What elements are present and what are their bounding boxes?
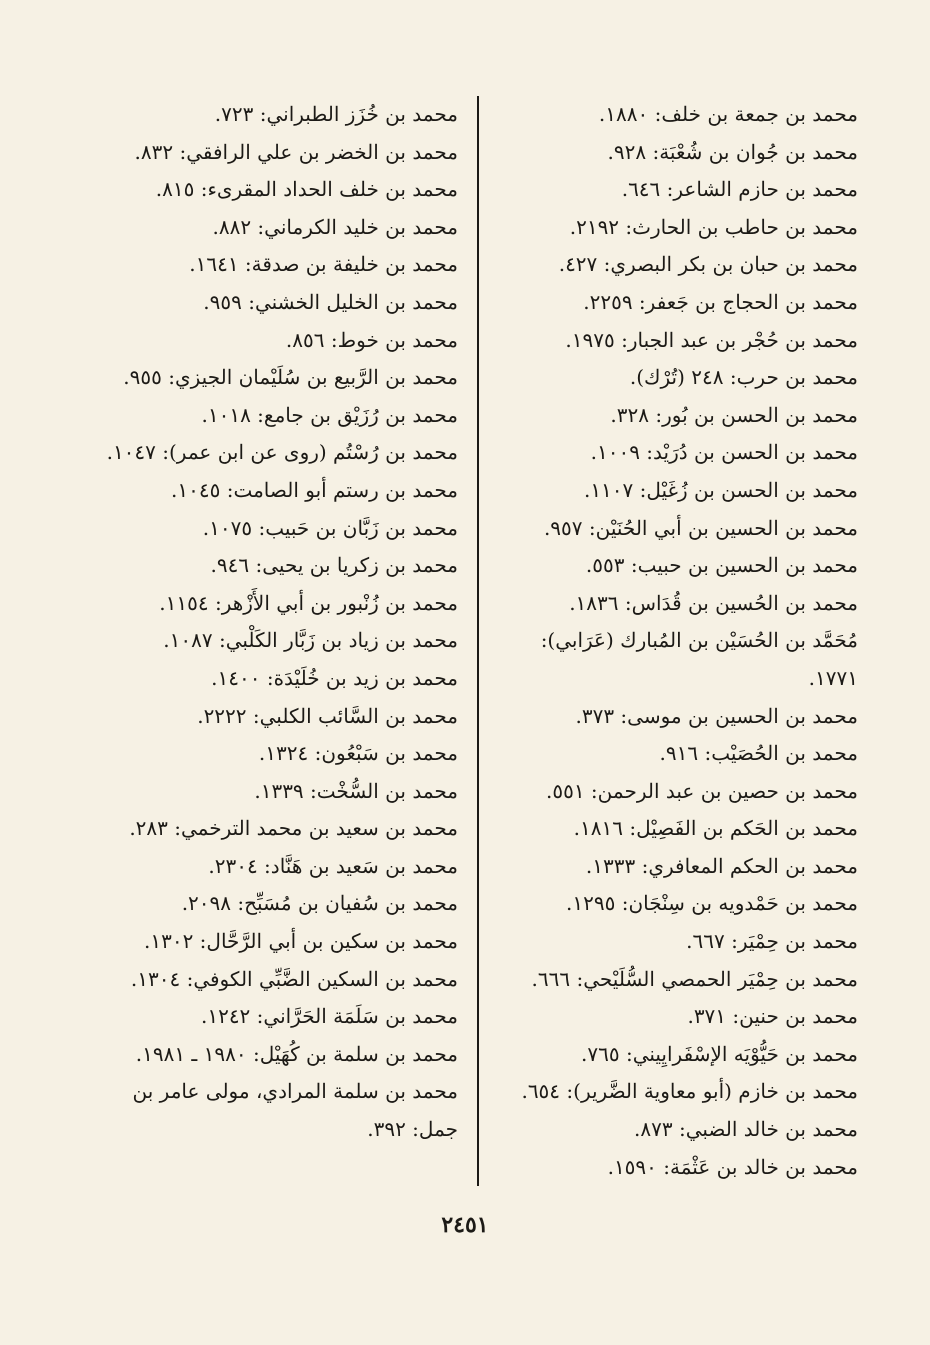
index-entry: محمد بن جُوان بن شُعْبَة: ٩٢٨.	[607, 139, 858, 164]
index-entry: محمد بن خالد بن عَثْمَة: ١٥٩٠.	[607, 1154, 858, 1179]
index-entry: محمد بن سلمة المرادي، مولى عامر بن جمل: ٣٩٢.	[132, 1079, 458, 1142]
index-entry: محمد بن السُّخْت: ١٣٣٩.	[254, 778, 458, 803]
index-entry: محمد بن الخليل الخشني: ٩٥٩.	[203, 289, 458, 314]
index-entry: محمد بن خلف الحداد المقرىء: ٨١٥.	[155, 177, 458, 202]
index-entry: محمد بن الحكم المعافري: ١٣٣٣.	[585, 853, 858, 878]
index-entry: محمد بن حِمْيَر: ٦٦٧.	[686, 929, 858, 954]
index-entry: محمد بن الحَكم بن الفَصِيْل: ١٨١٦.	[573, 816, 858, 841]
index-entry: محمد بن خليفة بن صدقة: ١٦٤١.	[189, 252, 458, 277]
left-column	[100, 96, 458, 1149]
index-entry: محمد بن الحجاج بن جَعفر: ٢٢٥٩.	[583, 289, 858, 314]
index-entry: محمد بن حنين: ٣٧١.	[687, 1004, 858, 1029]
index-entry: محمد بن الحسن بن بُور: ٣٢٨.	[610, 402, 858, 427]
index-entry: محمد بن الحسين بن أبي الحُنَيْن: ٩٥٧.	[543, 515, 858, 540]
index-entry: محمد بن سكين بن أبي الرَّحَّال: ١٣٠٢.	[143, 929, 458, 954]
index-entry: محمد بن زياد بن زَبَّار الكَلْبي: ١٠٨٧.	[163, 628, 458, 653]
index-entry: محمد بن زيد بن خُلَيْدَة: ١٤٠٠.	[211, 665, 458, 690]
index-entry: محمد بن حُجْر بن عبد الجبار: ١٩٧٥.	[565, 327, 858, 352]
index-entry: محمد بن رُسْتُم (روى عن ابن عمر): ١٠٤٧.	[106, 440, 458, 465]
index-entry: محمد بن زُنْبور بن أبي الأَزْهر: ١١٥٤.	[159, 590, 458, 615]
index-entry: محمد بن حِمْيَر الحمصي السُّلَيْحي: ٦٦٦.	[531, 966, 858, 991]
right-column	[494, 96, 858, 1186]
index-entry: محمد بن الرَّبيع بن سُلَيْمان الجيزي: ٩٥٥.	[123, 365, 458, 390]
index-entry: محمد بن الحسن بن دُرَيْد: ١٠٠٩.	[590, 440, 858, 465]
index-entry: محمد بن السكين الضَّبِّي الكوفي: ١٣٠٤.	[130, 966, 458, 991]
index-entry: محمد بن سَعيد بن هَنَّاد: ٢٣٠٤.	[208, 853, 458, 878]
index-entry: محمد بن حرب: ٢٤٨ (تُرْك).	[629, 365, 858, 390]
index-entry: محمد بن خليد الكرماني: ٨٨٢.	[212, 214, 458, 239]
index-entry: محمد بن سَلَمَة الحَرَّاني: ١٢٤٢.	[200, 1004, 458, 1029]
index-entry: محمد بن الحسين بن حبيب: ٥٥٣.	[585, 553, 858, 578]
page-number: ٢٤٥١	[441, 1212, 489, 1238]
index-entry: محمد بن الحسين بن موسى: ٣٧٣.	[575, 703, 858, 728]
index-entry: محمد بن سَبْعُون: ١٣٢٤.	[258, 741, 458, 766]
index-entry: محمد بن رُزَيْق بن جامع: ١٠١٨.	[201, 402, 458, 427]
index-entry: محمد بن جمعة بن خلف: ١٨٨٠.	[598, 102, 858, 126]
index-entry: محمد بن حَيُّوْيَه الإسْفَرايِيني: ٧٦٥.	[581, 1041, 858, 1066]
index-entry: محمد بن الحُسين بن قُدَاس: ١٨٣٦.	[569, 590, 858, 615]
index-entry: محمد بن زَبَّان بن حَبيب: ١٠٧٥.	[202, 515, 458, 540]
index-entry: محمد بن السَّائب الكلبي: ٢٢٢٢.	[197, 703, 458, 728]
index-entry: محمد بن الحسن بن زُغَيْل: ١١٠٧.	[583, 477, 858, 502]
index-entry: محمد بن حصين بن عبد الرحمن: ٥٥١.	[545, 778, 858, 803]
index-entry: محمد بن حبان بن بكر البصري: ٤٢٧.	[558, 252, 858, 277]
index-entry: محمد بن حاطب بن الحارث: ٢١٩٢.	[569, 214, 858, 239]
index-entry: محمد بن حازم الشاعر: ٦٤٦.	[621, 177, 858, 202]
index-entry: محمد بن سعيد بن محمد الترخمي: ٢٨٣.	[129, 816, 458, 841]
index-entry: محمد بن خازم (أبو معاوية الضَّرير): ٦٥٤.	[521, 1079, 858, 1104]
index-entry: محمد بن حَمْدويه بن سِنْجَان: ١٢٩٥.	[566, 891, 858, 916]
index-entry: مُحَمَّد بن الحُسَيْن بن المُبارك (عَرَابي): ١٧٧١.	[540, 628, 858, 690]
index-entry: محمد بن خوط: ٨٥٦.	[285, 327, 458, 352]
index-entry: محمد بن خالد الضبي: ٨٧٣.	[634, 1117, 858, 1142]
index-entry: محمد بن الحُصَيْب: ٩١٦.	[659, 741, 858, 766]
index-entry: محمد بن الخضر بن علي الرافقي: ٨٣٢.	[134, 139, 458, 164]
index-entry: محمد بن سلمة بن كُهَيْل: ١٩٨٠ ـ ١٩٨١.	[135, 1041, 458, 1066]
index-entry: محمد بن خُزَز الطبراني: ٧٢٣.	[214, 102, 458, 126]
index-entry: محمد بن زكريا بن يحيى: ٩٤٦.	[210, 553, 458, 578]
index-entry: محمد بن رستم أبو الصامت: ١٠٤٥.	[171, 477, 458, 502]
index-entry: محمد بن سُفيان بن مُسَبِّح: ٢٠٩٨.	[181, 891, 458, 916]
column-divider	[477, 96, 479, 1186]
